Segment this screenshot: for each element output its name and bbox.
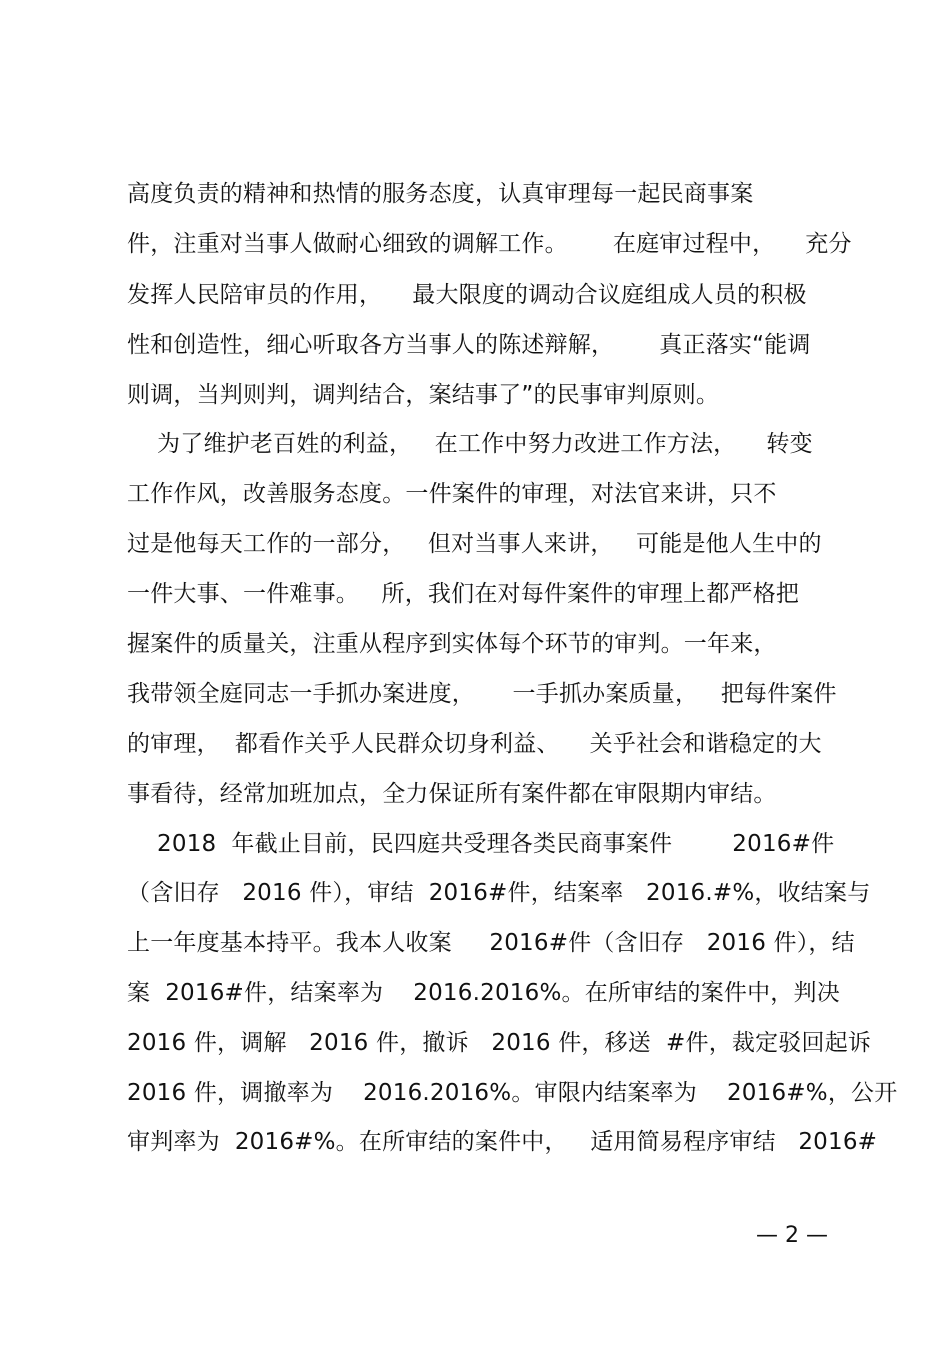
text-line: 2016 件，调解 2016 件，撤诉 2016 件，移送 #件，裁定驳回起诉 (127, 1030, 872, 1056)
text-line: 性和创造性，细心听取各方当事人的陈述辩解， 真正落实“能调 (127, 332, 811, 358)
text-line: （含旧存 2016 件），审结 2016#件，结案率 2016.#%，收结案与 (127, 880, 871, 906)
text-line: 则调，当判则判，调判结合，案结事了”的民事审判原则。 (127, 382, 720, 408)
text-line: 案 2016#件，结案率为 2016.2016%。在所审结的案件中，判决 (127, 980, 840, 1006)
text-line: 的审理， 都看作关乎人民群众切身利益、 关乎社会和谐稳定的大 (127, 731, 822, 757)
text-line: 为了维护老百姓的利益， 在工作中努力改进工作方法， 转变 (127, 431, 813, 457)
page-number: — 2 — (756, 1223, 828, 1248)
text-line: 上一年度基本持平。我本人收案 2016#件（含旧存 2016 件），结 (127, 930, 855, 956)
text-line: 工作作风，改善服务态度。一件案件的审理，对法官来讲，只不 (127, 481, 777, 507)
text-line: 握案件的质量关，注重从程序到实体每个环节的审判。一年来， (127, 631, 777, 657)
text-line: 审判率为 2016#%。在所审结的案件中， 适用简易程序审结 2016# (127, 1129, 878, 1155)
text-line: 过是他每天工作的一部分， 但对当事人来讲， 可能是他人生中的 (127, 531, 822, 557)
text-line: 事看待，经常加班加点，全力保证所有案件都在审限期内审结。 (127, 781, 777, 807)
text-line: 一件大事、一件难事。 所，我们在对每件案件的审理上都严格把 (127, 581, 800, 607)
text-line: 2018 年截止目前，民四庭共受理各类民商事案件 2016#件 (127, 831, 835, 857)
text-line: 发挥人民陪审员的作用， 最大限度的调动合议庭组成人员的积极 (127, 282, 807, 308)
text-line: 2016 件，调撤率为 2016.2016%。审限内结案率为 2016#%，公开 (127, 1080, 898, 1106)
text-line: 件，注重对当事人做耐心细致的调解工作。 在庭审过程中， 充分 (127, 231, 852, 257)
text-line: 高度负责的精神和热情的服务态度，认真审理每一起民商事案 (127, 181, 754, 207)
text-line: 我带领全庭同志一手抓办案进度， 一手抓办案质量， 把每件案件 (127, 681, 837, 707)
